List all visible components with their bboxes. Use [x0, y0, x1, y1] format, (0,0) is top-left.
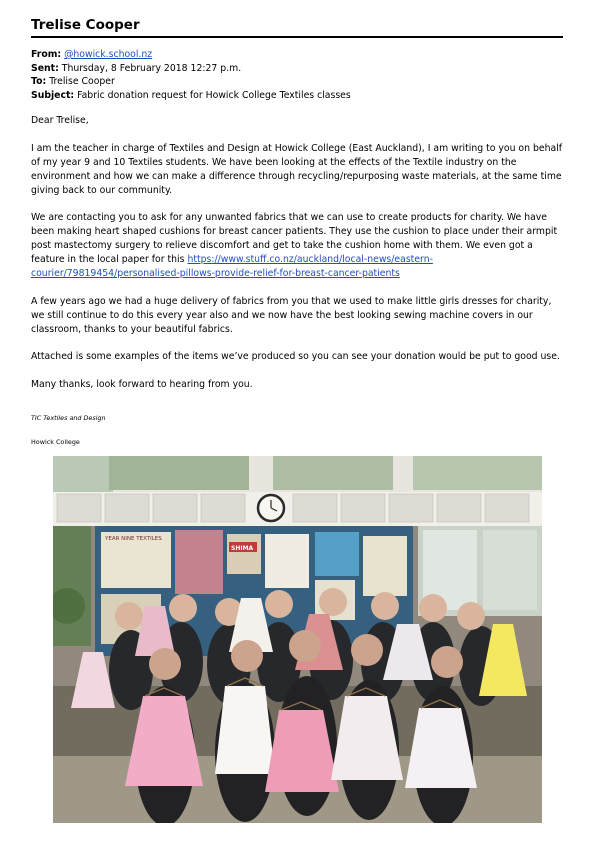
- paragraph-request-text: We are contacting you to ask for any unwanted fabrics that we can use to create products for charity. We have been making heart shaped cushions for breast cancer patients. They use the cushion to place under their armpit post mastectomy surgery to relieve discomfort and get to take the cushion home with them. We even got a feature in the local paper for this: [31, 212, 558, 266]
- sent-row: [31, 62, 561, 76]
- paragraph-request: [31, 211, 565, 281]
- signature-college: Howick College: [31, 438, 80, 446]
- to-row: [31, 75, 561, 89]
- paragraph-attachment: Attached is some examples of the items we’ve produced so you can see your donation would be put to good use.: [31, 351, 560, 363]
- greeting: Dear Trelise,: [31, 115, 89, 126]
- from-row: [31, 48, 561, 62]
- subject-row: [31, 89, 561, 103]
- paragraph-intro: I am the teacher in charge of Textiles and Design at Howick College (East Auckland), I am writing to you on behalf of my year 9 and 10 Textiles students. We have been looking at the effects of the Textile industry on the environment and how we can make a difference through recycling/repurposing waste materials, at the same time giving back to our community.: [31, 142, 563, 196]
- from-email-link[interactable]: @howick.school.nz: [64, 49, 153, 60]
- email-headers: [31, 48, 561, 102]
- header-divider: [31, 36, 563, 38]
- board-sign-text: SHIMA: [231, 545, 254, 552]
- from-label: From:: [31, 49, 62, 60]
- to-value: Trelise Cooper: [49, 76, 115, 88]
- board-heading-text: YEAR NINE TEXTILES: [105, 536, 162, 542]
- subject-label: Subject:: [31, 89, 75, 101]
- sent-label: Sent:: [31, 62, 59, 74]
- subject-value: Fabric donation request for Howick College Textiles classes: [77, 89, 351, 101]
- signature-title: TIC Textiles and Design: [31, 414, 106, 422]
- sent-value: Thursday, 8 February 2018 12:27 p.m.: [61, 62, 242, 74]
- news-article-link[interactable]: https://www.stuff.co.nz/auckland/local-news/eastern-courier/79819454/personalised-pillows-provide-relief-for-breast-cancer-patients: [31, 254, 433, 279]
- sender-name-heading: Trelise Cooper: [31, 17, 140, 33]
- email-body: [31, 114, 565, 406]
- class-photo: [53, 456, 542, 823]
- to-label: To:: [31, 76, 47, 88]
- paragraph-history: A few years ago we had a huge delivery of fabrics from you that we used to make little girls dresses for charity, we still continue to do this every year also and we now have the best looking sewing machine covers in our classroom, thanks to your beautiful fabrics.: [31, 295, 552, 335]
- paragraph-closing: Many thanks, look forward to hearing from you.: [31, 379, 253, 391]
